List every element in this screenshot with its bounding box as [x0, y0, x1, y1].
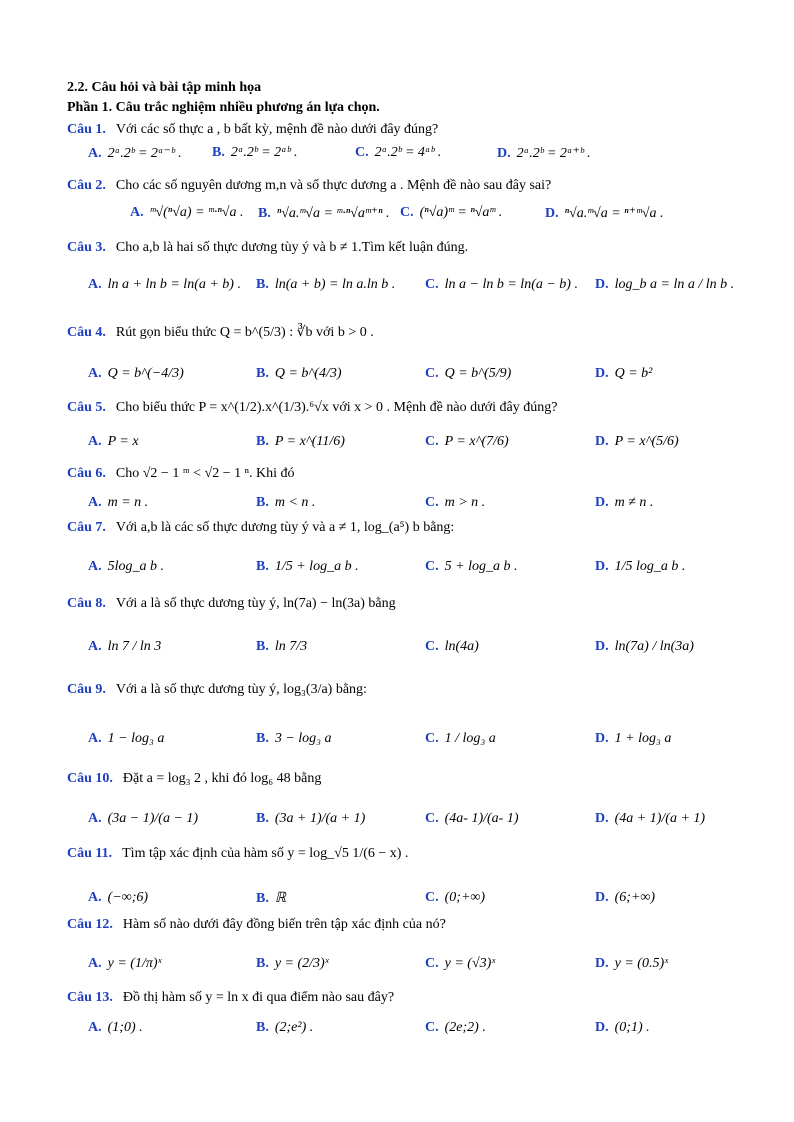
option-c[interactable] — [425, 277, 578, 293]
option-d[interactable] — [595, 366, 652, 382]
option-label: C. — [425, 495, 439, 510]
question-4 — [67, 324, 374, 341]
option-text: (2e;2) . — [444, 1020, 486, 1035]
option-label: D. — [595, 956, 609, 971]
option-a[interactable] — [88, 639, 161, 655]
option-label: B. — [256, 434, 269, 449]
option-a[interactable] — [88, 495, 148, 511]
option-label: C. — [425, 434, 439, 449]
option-text: 2ᵃ.2ᵇ = 2ᵃᵇ . — [230, 145, 298, 160]
option-label: A. — [88, 731, 102, 746]
option-text: (4a + 1)/(a + 1) — [614, 811, 706, 826]
option-label: D. — [545, 205, 559, 221]
option-label: C. — [425, 559, 439, 574]
section-title: 2.2. Câu hỏi và bài tập minh họa — [67, 80, 262, 95]
option-a[interactable] — [88, 277, 241, 293]
option-label: C. — [425, 731, 439, 746]
option-label: C. — [425, 956, 439, 971]
question-11 — [67, 846, 408, 862]
option-c[interactable] — [355, 145, 441, 161]
option-b[interactable] — [256, 731, 332, 747]
option-text: P = x^(5/6) — [614, 434, 679, 449]
option-c[interactable] — [425, 366, 511, 382]
option-text: 5 + log_a b . — [444, 559, 518, 574]
option-text: y = (1/π)ˣ — [107, 956, 162, 971]
option-label: B. — [256, 639, 269, 654]
question-number: Câu 5. — [67, 400, 106, 415]
option-label: B. — [258, 205, 271, 221]
question-text: Đồ thị hàm số y = ln x đi qua điểm nào sau đây? — [122, 990, 395, 1005]
option-label: D. — [497, 145, 511, 161]
option-label: B. — [212, 145, 225, 160]
option-label: A. — [88, 495, 102, 510]
option-b[interactable] — [256, 956, 329, 972]
option-a[interactable] — [130, 205, 243, 221]
option-b[interactable] — [256, 277, 395, 293]
option-c[interactable] — [425, 639, 479, 655]
option-label: A. — [88, 277, 102, 292]
option-text: P = x^(11/6) — [274, 434, 345, 449]
question-text: Cho a,b là hai số thực dương tùy ý và b ≠ 1.Tìm kết luận đúng. — [115, 240, 469, 255]
option-c[interactable] — [425, 1020, 486, 1036]
option-text: (0;+∞) — [444, 890, 486, 905]
option-text: m < n . — [274, 495, 316, 510]
option-a[interactable] — [88, 956, 161, 972]
option-label: C. — [425, 277, 439, 292]
question-text: Tìm tập xác định của hàm số y = log_√5 1/(6 − x) . — [122, 846, 409, 861]
option-text: y = (√3)ˣ — [444, 956, 496, 971]
option-text: 1 + log₃ a — [614, 731, 672, 746]
option-c[interactable] — [400, 205, 502, 221]
option-label: C. — [425, 890, 439, 905]
question-number: Câu 9. — [67, 682, 106, 697]
option-text: P = x^(7/6) — [444, 434, 509, 449]
option-a[interactable] — [88, 1020, 143, 1036]
question-text: Cho các số nguyên dương m,n và số thực dương a . Mệnh đề nào sau đây sai? — [115, 178, 552, 193]
question-number: Câu 12. — [67, 917, 113, 932]
option-label: D. — [595, 639, 609, 654]
option-d[interactable] — [595, 277, 734, 293]
option-b[interactable] — [256, 495, 315, 511]
question-text: Với a là số thực dương tùy ý, log₃(3/a) bằng: — [115, 682, 367, 697]
option-text: ℝ — [274, 891, 286, 906]
option-text: (2;e²) . — [274, 1020, 314, 1035]
option-label: C. — [355, 145, 369, 160]
question-number: Câu 10. — [67, 771, 113, 786]
option-label: A. — [88, 890, 102, 905]
question-2 — [67, 178, 551, 194]
option-b[interactable] — [258, 205, 389, 222]
option-a[interactable] — [88, 434, 139, 450]
option-d[interactable] — [497, 145, 591, 162]
question-number: Câu 1. — [67, 122, 106, 137]
option-label: B. — [256, 731, 269, 746]
option-b[interactable] — [256, 639, 307, 655]
question-text: Với a,b là các số thực dương tùy ý và a ≠ 1, log_(a⁵) b bằng: — [115, 520, 455, 535]
option-label: A. — [88, 559, 102, 574]
option-label: D. — [595, 731, 609, 746]
option-text: 2ᵃ.2ᵇ = 4ᵃᵇ . — [374, 145, 442, 160]
option-text: (3a + 1)/(a + 1) — [274, 811, 366, 826]
option-d[interactable] — [595, 495, 653, 511]
option-label: D. — [595, 890, 609, 905]
option-text: 5log_a b . — [107, 559, 165, 574]
option-a[interactable] — [88, 890, 148, 906]
question-text: Rút gọn biểu thức Q = b^(5/3) : ∛b với b > 0 . — [115, 325, 374, 340]
option-d[interactable] — [595, 956, 668, 972]
option-text: ln(7a) / ln(3a) — [614, 639, 694, 654]
question-text: Cho √2 − 1 ᵐ < √2 − 1 ⁿ. Khi đó — [115, 466, 295, 481]
option-a[interactable] — [88, 145, 182, 162]
option-text: ln a − ln b = ln(a − b) . — [444, 277, 578, 292]
option-text: (−∞;6) — [107, 890, 149, 905]
option-label: A. — [88, 145, 102, 161]
part-title: Phần 1. Câu trắc nghiệm nhiều phương án lựa chọn. — [67, 100, 380, 115]
option-label: D. — [595, 1020, 609, 1035]
option-text: m ≠ n . — [614, 495, 654, 510]
option-label: A. — [88, 956, 102, 971]
option-b[interactable] — [256, 434, 345, 450]
option-label: A. — [88, 811, 102, 826]
option-text: Q = b^(−4/3) — [107, 366, 184, 381]
question-3 — [67, 240, 468, 256]
option-text: ᵐ√(ⁿ√a) = ᵐ·ⁿ√a . — [149, 205, 244, 220]
question-9 — [67, 682, 367, 698]
option-text: Q = b^(4/3) — [274, 366, 342, 381]
option-d[interactable] — [545, 205, 664, 222]
option-d[interactable] — [595, 434, 679, 450]
question-5 — [67, 400, 557, 416]
option-label: B. — [256, 366, 269, 381]
option-text: (ⁿ√a)ᵐ = ⁿ√aᵐ . — [419, 205, 503, 220]
question-10 — [67, 771, 321, 787]
question-text: Đặt a = log₃ 2 , khi đó log₆ 48 bằng — [122, 771, 322, 786]
option-d[interactable] — [595, 559, 685, 575]
option-c[interactable] — [425, 731, 496, 747]
option-b[interactable] — [256, 890, 286, 907]
option-label: A. — [88, 366, 102, 381]
option-label: A. — [88, 639, 102, 654]
option-label: B. — [256, 277, 269, 292]
option-text: y = (2/3)ˣ — [274, 956, 329, 971]
option-label: C. — [425, 811, 439, 826]
option-text: ln 7/3 — [274, 639, 308, 654]
question-13 — [67, 990, 394, 1006]
option-label: C. — [425, 639, 439, 654]
option-d[interactable] — [595, 1020, 650, 1036]
option-label: C. — [425, 366, 439, 381]
option-text: ln(4a) — [444, 639, 479, 654]
option-c[interactable] — [425, 434, 509, 450]
option-a[interactable] — [88, 559, 164, 575]
option-text: (1;0) . — [107, 1020, 143, 1035]
option-text: 2ᵃ.2ᵇ = 2ᵃ⁺ᵇ . — [516, 146, 591, 161]
option-b[interactable] — [212, 145, 297, 161]
option-d[interactable] — [595, 890, 655, 906]
question-12 — [67, 917, 446, 933]
option-label: D. — [595, 495, 609, 510]
option-a[interactable] — [88, 731, 164, 747]
question-1 — [67, 122, 438, 138]
option-text: m = n . — [107, 495, 149, 510]
option-d[interactable] — [595, 811, 705, 827]
option-c[interactable] — [425, 559, 517, 575]
question-number: Câu 7. — [67, 520, 106, 535]
option-text: Q = b^(5/9) — [444, 366, 512, 381]
option-text: ⁿ√a.ᵐ√a = ᵐ·ⁿ√aᵐ⁺ⁿ . — [276, 206, 390, 221]
option-text: ln a + ln b = ln(a + b) . — [107, 277, 241, 292]
question-text: Với a là số thực dương tùy ý, ln(7a) − ln(3a) bằng — [115, 596, 396, 611]
question-number: Câu 13. — [67, 990, 113, 1005]
option-text: (0;1) . — [614, 1020, 650, 1035]
question-8 — [67, 596, 396, 612]
question-6 — [67, 466, 295, 482]
option-b[interactable] — [256, 366, 342, 382]
option-text: log_b a = ln a / ln b . — [614, 277, 735, 292]
option-text: 3 − log₃ a — [274, 731, 332, 746]
option-label: D. — [595, 277, 609, 292]
option-label: A. — [88, 434, 102, 449]
option-label: D. — [595, 811, 609, 826]
option-text: (3a − 1)/(a − 1) — [107, 811, 199, 826]
question-number: Câu 6. — [67, 466, 106, 481]
option-c[interactable] — [425, 956, 495, 972]
question-text: Với các số thực a , b bất kỳ, mệnh đề nào dưới đây đúng? — [115, 122, 439, 137]
option-text: (4a- 1)/(a- 1) — [444, 811, 519, 826]
option-d[interactable] — [595, 731, 671, 747]
question-7 — [67, 520, 454, 536]
question-number: Câu 11. — [67, 846, 113, 861]
option-text: 1 − log₃ a — [107, 731, 165, 746]
option-text: 2ᵃ.2ᵇ = 2ᵃ⁻ᵇ . — [107, 146, 182, 161]
option-label: B. — [256, 811, 269, 826]
option-label: C. — [400, 205, 414, 220]
option-label: D. — [595, 366, 609, 381]
option-d[interactable] — [595, 639, 694, 655]
option-text: 1/5 + log_a b . — [274, 559, 359, 574]
option-label: D. — [595, 559, 609, 574]
option-label: A. — [88, 1020, 102, 1035]
option-label: B. — [256, 890, 269, 906]
option-text: ln 7 / ln 3 — [107, 639, 162, 654]
option-text: 1/5 log_a b . — [614, 559, 686, 574]
option-text: (6;+∞) — [614, 890, 656, 905]
option-label: A. — [130, 205, 144, 220]
option-text: P = x — [107, 434, 139, 449]
option-text: y = (0.5)ˣ — [614, 956, 669, 971]
option-text: 1 / log₃ a — [444, 731, 496, 746]
option-label: B. — [256, 559, 269, 574]
option-b[interactable] — [256, 559, 359, 575]
question-number: Câu 3. — [67, 240, 106, 255]
option-c[interactable] — [425, 811, 519, 827]
option-label: C. — [425, 1020, 439, 1035]
option-c[interactable] — [425, 495, 485, 511]
option-text: ln(a + b) = ln a.ln b . — [274, 277, 396, 292]
option-text: m > n . — [444, 495, 486, 510]
option-a[interactable] — [88, 366, 184, 382]
option-b[interactable] — [256, 811, 365, 827]
option-label: B. — [256, 1020, 269, 1035]
question-number: Câu 4. — [67, 325, 106, 340]
question-text: Hàm số nào dưới đây đồng biến trên tập xác định của nó? — [122, 917, 446, 932]
option-label: D. — [595, 434, 609, 449]
option-a[interactable] — [88, 811, 198, 827]
option-b[interactable] — [256, 1020, 313, 1036]
question-text: Cho biểu thức P = x^(1/2).x^(1/3).⁶√x với x > 0 . Mệnh đề nào dưới đây đúng? — [115, 400, 558, 415]
option-text: ⁿ√a.ᵐ√a = ⁿ⁺ᵐ√a . — [564, 206, 664, 221]
option-label: B. — [256, 495, 269, 510]
option-c[interactable] — [425, 890, 485, 906]
question-number: Câu 2. — [67, 178, 106, 193]
option-text: Q = b² — [614, 366, 653, 381]
question-number: Câu 8. — [67, 596, 106, 611]
option-label: B. — [256, 956, 269, 971]
